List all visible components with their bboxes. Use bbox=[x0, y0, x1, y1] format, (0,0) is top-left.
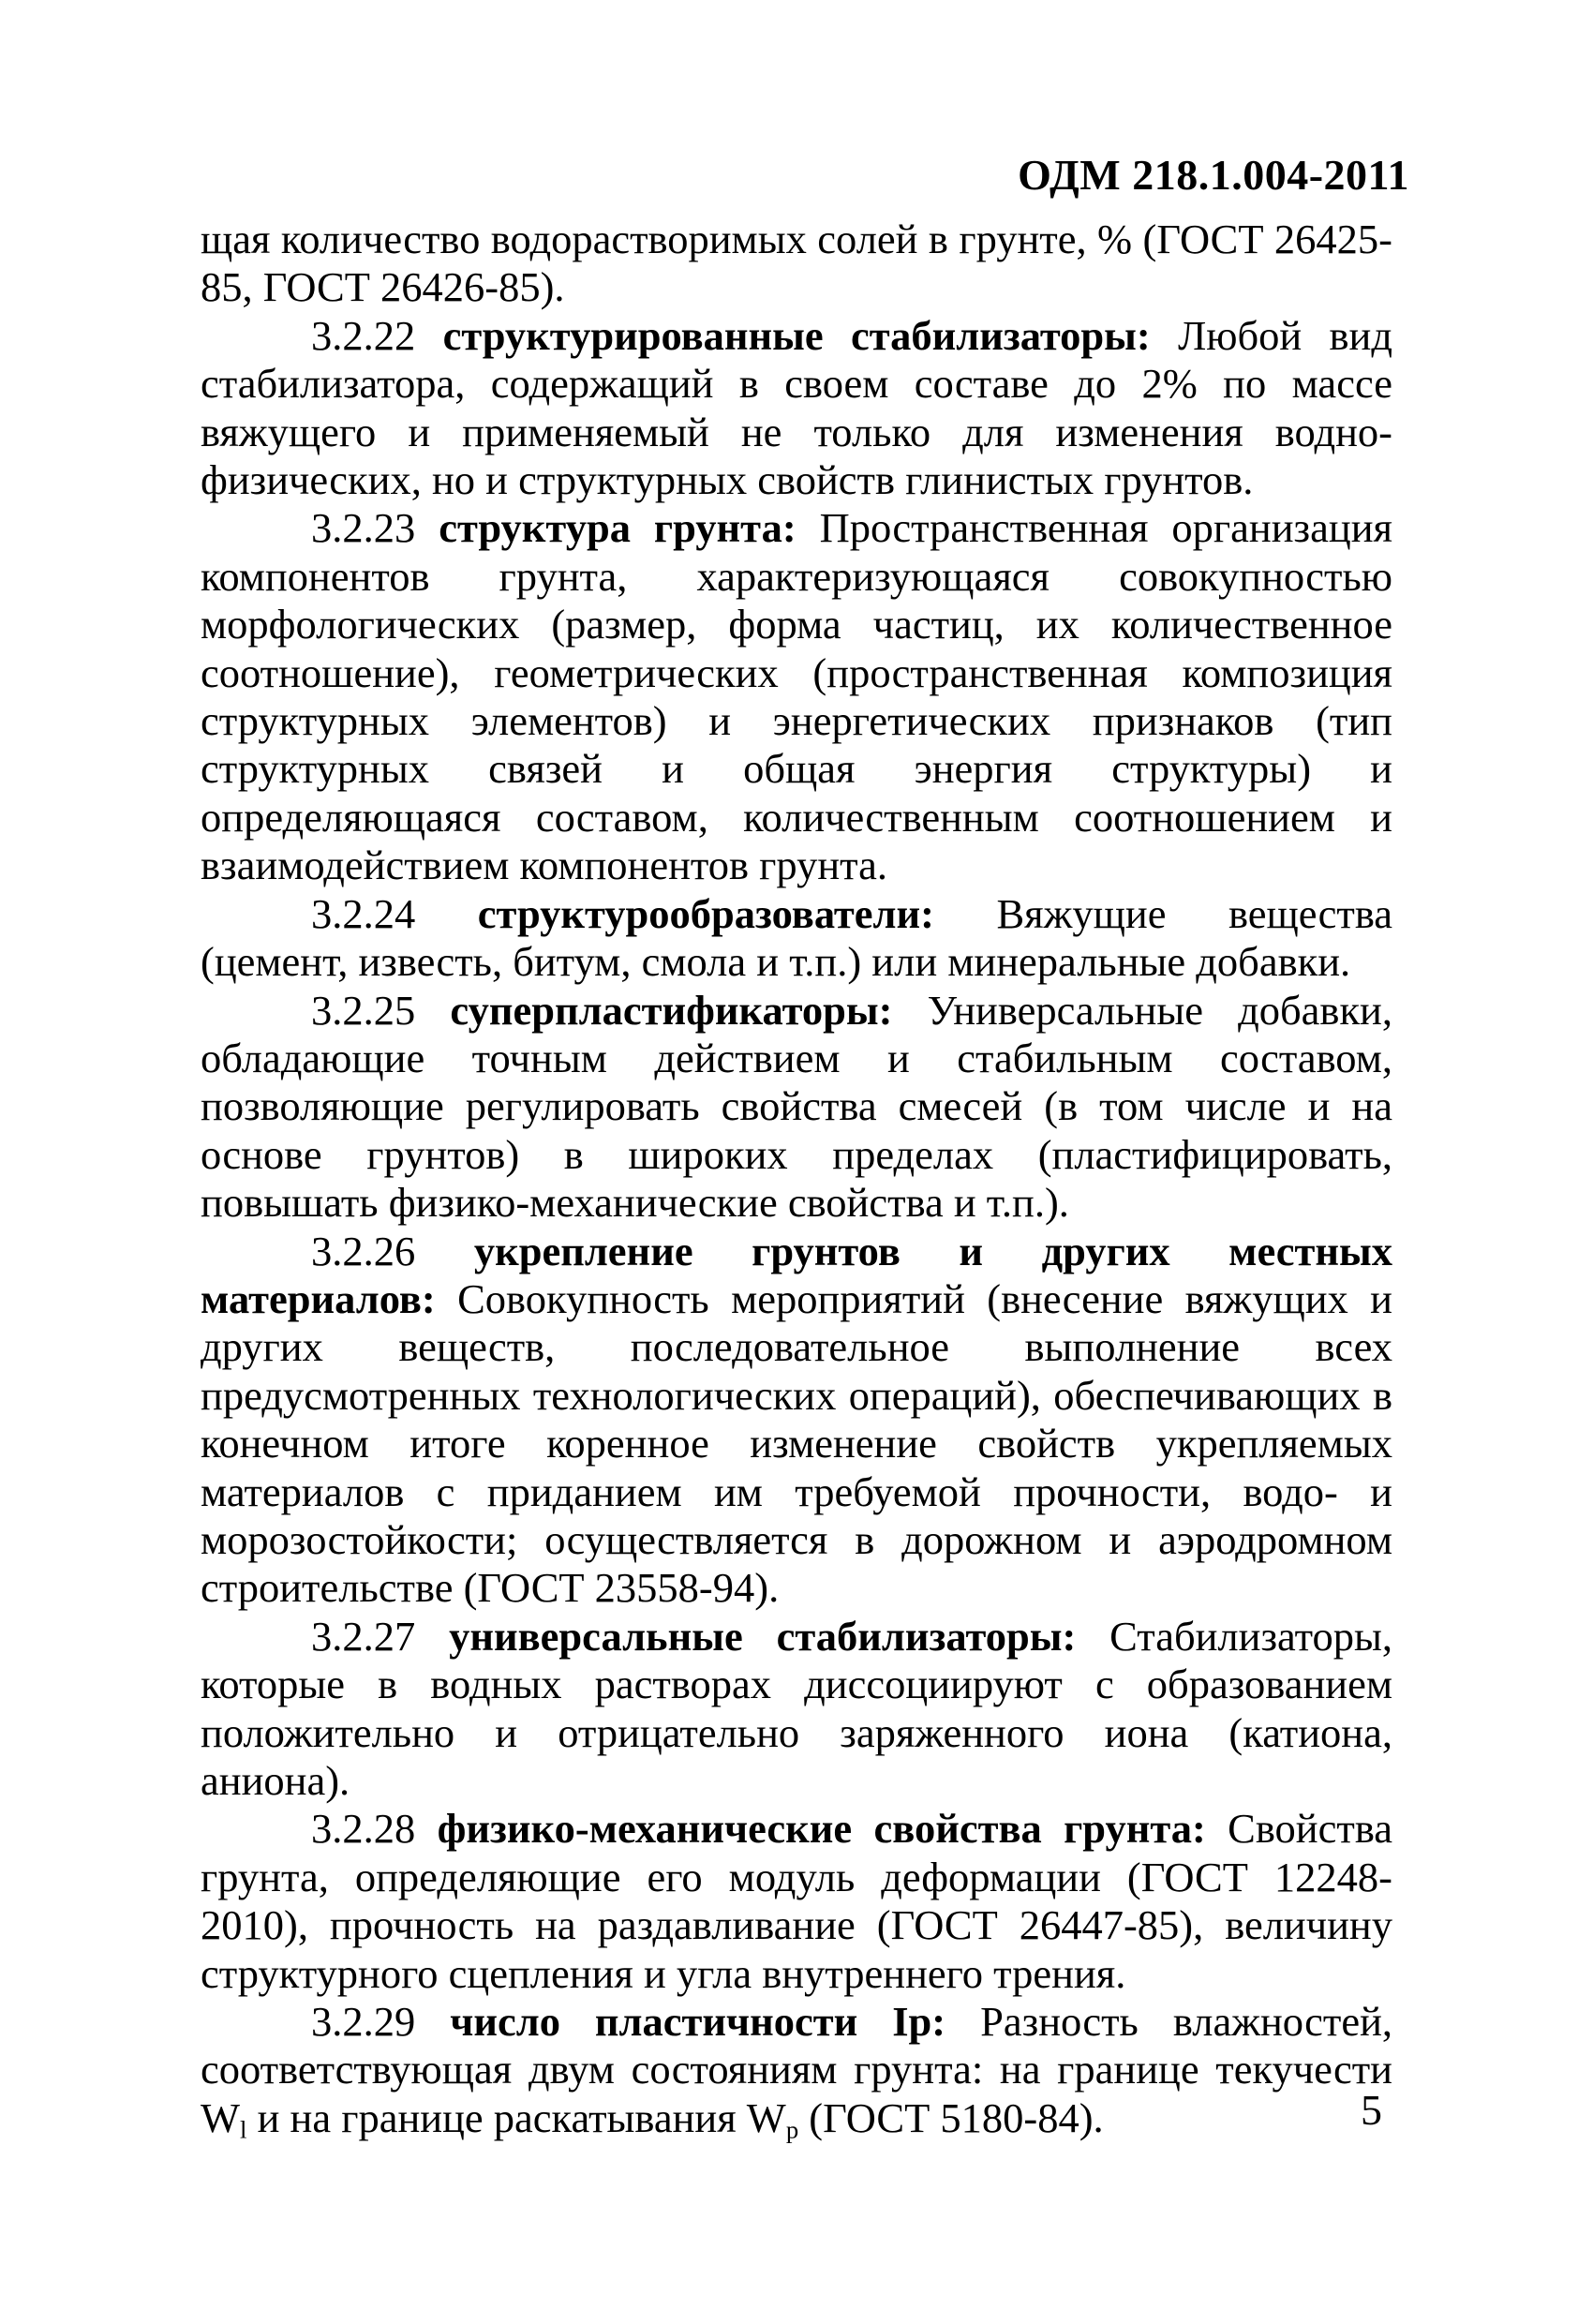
clause-number: 3.2.23 bbox=[311, 504, 416, 552]
definition-text: Пространственная организация компонентов грунта, характеризующаяся совокупностью морфологических (размер, форма частиц, их количественное соотношение), геометрических (пространственная композиция структурных элементов) и энергетических признаков (тип структурных связей и общая энергия структуры) и определяющаяся составом, количественным соотношением и взаимодействием компонентов грунта. bbox=[201, 504, 1392, 889]
definition-text-part: Разность влажностей, соответствующая двум состояниям грунта: на границе текучести W bbox=[201, 1998, 1393, 2141]
clause-number: 3.2.24 bbox=[311, 889, 416, 937]
term: структурообразователи: bbox=[477, 889, 934, 937]
definition-3-2-25 bbox=[201, 987, 1392, 1228]
clause-number: 3.2.26 bbox=[311, 1227, 416, 1274]
definition-3-2-27 bbox=[201, 1613, 1392, 1806]
subscript-plastic-limit: p bbox=[785, 2115, 799, 2144]
clause-number: 3.2.25 bbox=[311, 986, 416, 1034]
definition-text-part: и на границе раскатывания W bbox=[246, 2093, 786, 2141]
term: универсальные стабилизаторы: bbox=[449, 1612, 1077, 1660]
continuation-paragraph: щая количество водорастворимых солей в грунте, % (ГОСТ 26425-85, ГОСТ 26426-85). bbox=[201, 216, 1392, 311]
term: суперпластификаторы: bbox=[450, 986, 893, 1034]
definition-text: Любой вид стабилизатора, содержащий в своем составе до 2% по массе вяжущего и применяемый не только для изменения водно-физических, но и структурных свойств глинистых грунтов. bbox=[201, 311, 1393, 504]
definition-text-part: (ГОСТ 5180-84). bbox=[798, 2093, 1104, 2141]
definition-3-2-26 bbox=[201, 1228, 1392, 1613]
term: число пластичности Ip: bbox=[450, 1998, 946, 2046]
definition-text: Стабилизаторы, которые в водных растворах диссоциируют с образованием положительно и отрицательно заряженного иона (катиона, аниона). bbox=[201, 1612, 1392, 1804]
subscript-liquid-limit: l bbox=[240, 2115, 247, 2144]
definition-3-2-22 bbox=[201, 312, 1392, 505]
clause-number: 3.2.29 bbox=[311, 1998, 416, 2046]
clause-number: 3.2.22 bbox=[311, 311, 416, 359]
document-body bbox=[201, 216, 1392, 2142]
term: укрепление грунтов и других местных материалов: bbox=[201, 1227, 1393, 1322]
definition-text: Совокупность мероприятий (внесение вяжущих и других веществ, последовательное выполнение всех предусмотренных технологических операций), обеспечивающих в конечном итоге коренное изменение свойств укрепляемых материалов с приданием им требуемой прочности, водо- и морозостойкости; осуществляется в дорожном и аэродромном строительстве (ГОСТ 23558-94). bbox=[201, 1274, 1392, 1612]
term: структура грунта: bbox=[439, 504, 796, 552]
document-code: ОДМ 218.1.004-2011 bbox=[1018, 151, 1409, 199]
term: физико-механические свойства грунта: bbox=[437, 1805, 1206, 1853]
page-number: 5 bbox=[1361, 2086, 1382, 2134]
clause-number: 3.2.27 bbox=[311, 1612, 416, 1660]
definition-3-2-23 bbox=[201, 504, 1392, 889]
clause-number: 3.2.28 bbox=[311, 1805, 416, 1853]
definition-3-2-24 bbox=[201, 890, 1392, 987]
definition-text: Вяжущие вещества (цемент, известь, битум, смола и т.п.) или минеральные добавки. bbox=[201, 889, 1393, 986]
definition-text: Универсальные добавки, обладающие точным действием и стабильным составом, позволяющие регулировать свойства смесей (в том числе и на основе грунтов) в широких пределах (пластифицировать, повышать физико-механические свойства и т.п.). bbox=[201, 986, 1392, 1227]
term: структурированные стабилизаторы: bbox=[442, 311, 1151, 359]
definition-text: Свойства грунта, определяющие его модуль деформации (ГОСТ 12248-2010), прочность на раздавливание (ГОСТ 26447-85), величину структурного сцепления и угла внутреннего трения. bbox=[201, 1805, 1392, 1997]
definition-3-2-28 bbox=[201, 1805, 1392, 1998]
definition-3-2-29 bbox=[201, 1998, 1392, 2142]
